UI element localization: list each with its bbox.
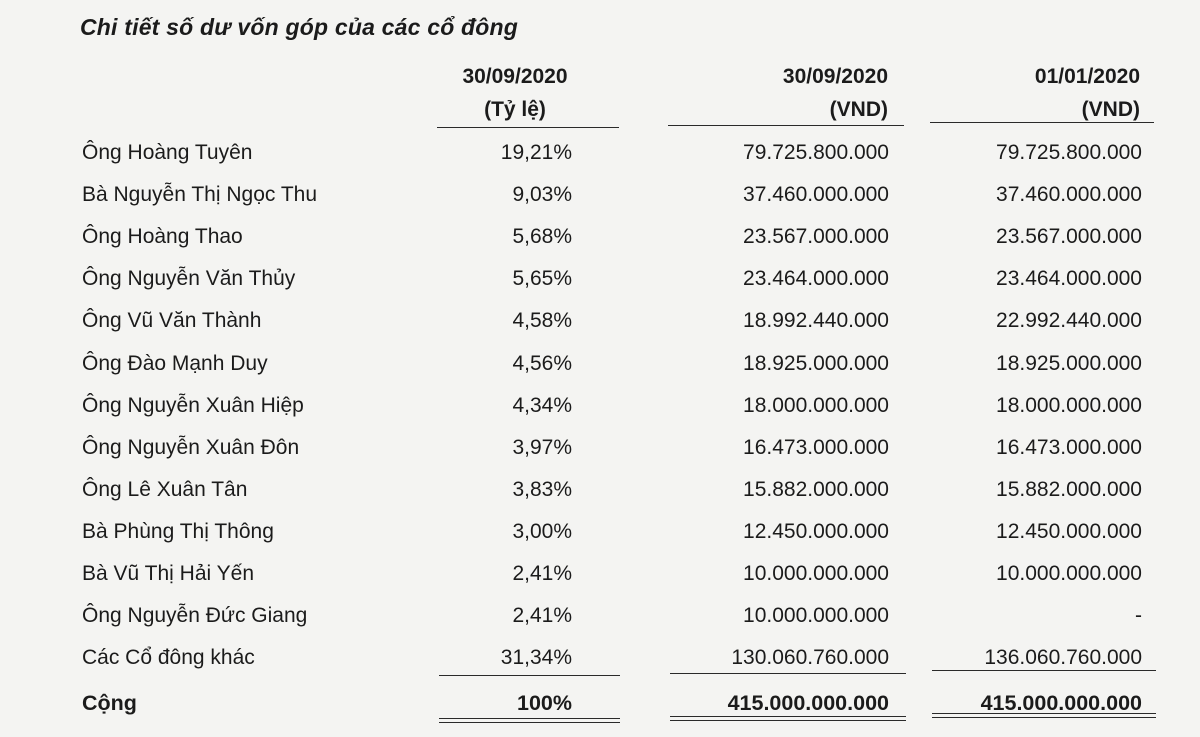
header-underline <box>930 122 1154 123</box>
share-ratio: 19,21% <box>500 141 572 164</box>
shareholder-name: Bà Vũ Thị Hải Yến <box>82 562 254 585</box>
header-unit: (VND) <box>829 98 888 121</box>
total-row <box>0 688 1200 730</box>
table-row <box>0 349 1200 391</box>
balance-2020-01-01: 15.882.000.000 <box>996 477 1142 501</box>
total-label: Cộng <box>82 691 137 715</box>
total-double-rule <box>932 713 1156 718</box>
balance-2020-09-30: 18.925.000.000 <box>743 351 889 375</box>
subtotal-rule <box>670 673 906 674</box>
header-underline <box>668 125 904 126</box>
shareholder-name: Ông Nguyễn Xuân Hiệp <box>82 393 304 417</box>
shareholder-name: Ông Đào Mạnh Duy <box>82 351 268 375</box>
balance-2020-01-01: 18.000.000.000 <box>996 393 1142 417</box>
shareholder-name: Ông Vũ Văn Thành <box>82 309 262 333</box>
shareholder-name: Ông Hoàng Tuyên <box>82 141 253 164</box>
shareholder-name: Ông Nguyễn Văn Thủy <box>82 267 296 291</box>
balance-2020-09-30: 23.567.000.000 <box>743 225 889 249</box>
balance-2020-01-01: 22.992.440.000 <box>996 309 1142 333</box>
balance-2020-09-30: 12.450.000.000 <box>743 519 889 543</box>
balance-2020-01-01: 10.000.000.000 <box>996 562 1142 585</box>
balance-2020-09-30: 16.473.000.000 <box>743 435 889 459</box>
balance-2020-09-30: 18.992.440.000 <box>743 309 889 333</box>
balance-2020-09-30: 79.725.800.000 <box>743 141 889 164</box>
balance-2020-01-01: 79.725.800.000 <box>996 141 1142 164</box>
total-pct: 100% <box>517 691 572 715</box>
table-row <box>0 306 1200 348</box>
subtotal-rule <box>439 675 620 676</box>
header-date: 30/09/2020 <box>462 65 568 88</box>
section-title: Chi tiết số dư vốn góp của các cổ đông <box>80 14 519 40</box>
total-value-2020-01-01: 415.000.000.000 <box>980 691 1142 715</box>
table-row <box>0 433 1200 475</box>
table-row <box>0 475 1200 517</box>
balance-2020-01-01: 23.567.000.000 <box>996 225 1142 249</box>
balance-2020-01-01: 23.464.000.000 <box>996 267 1142 291</box>
share-ratio: 31,34% <box>500 646 572 670</box>
header-date: 30/09/2020 <box>782 65 888 88</box>
header-ratio-2020-09-30 <box>440 60 590 126</box>
balance-2020-01-01: - <box>1135 604 1142 628</box>
balance-2020-09-30: 23.464.000.000 <box>743 267 889 291</box>
header-vnd-2020-01-01 <box>932 60 1140 126</box>
shareholder-name: Ông Nguyễn Xuân Đôn <box>82 435 300 459</box>
table-row <box>0 180 1200 222</box>
balance-2020-01-01: 18.925.000.000 <box>996 351 1142 375</box>
header-underline <box>437 127 619 128</box>
balance-2020-09-30: 10.000.000.000 <box>743 604 889 628</box>
table-row <box>0 264 1200 306</box>
balance-2020-09-30: 37.460.000.000 <box>743 183 889 207</box>
table-row <box>0 138 1200 180</box>
balance-2020-09-30: 10.000.000.000 <box>743 562 889 585</box>
table-row <box>0 559 1200 601</box>
share-ratio: 3,83% <box>512 477 572 501</box>
share-ratio: 2,41% <box>512 562 572 585</box>
share-ratio: 3,97% <box>512 435 572 459</box>
share-ratio: 4,56% <box>512 351 572 375</box>
shareholder-name: Ông Hoàng Thao <box>82 225 243 249</box>
header-vnd-2020-09-30 <box>670 60 888 126</box>
shareholder-name: Bà Nguyễn Thị Ngọc Thu <box>82 183 318 207</box>
share-ratio: 4,34% <box>512 393 572 417</box>
table-row <box>0 222 1200 264</box>
table-row <box>0 517 1200 559</box>
share-ratio: 9,03% <box>512 183 572 207</box>
table-row <box>0 601 1200 643</box>
table-row <box>0 643 1200 685</box>
balance-2020-09-30: 15.882.000.000 <box>743 477 889 501</box>
share-ratio: 5,65% <box>512 267 572 291</box>
balance-2020-09-30: 18.000.000.000 <box>743 393 889 417</box>
total-double-rule <box>670 716 906 721</box>
shareholder-name: Các Cổ đông khác <box>82 646 255 670</box>
balance-2020-09-30: 130.060.760.000 <box>731 646 889 670</box>
share-ratio: 3,00% <box>512 519 572 543</box>
total-value-2020-09-30: 415.000.000.000 <box>727 691 889 715</box>
shareholder-name: Ông Lê Xuân Tân <box>82 477 248 501</box>
share-ratio: 2,41% <box>512 604 572 628</box>
balance-2020-01-01: 16.473.000.000 <box>996 435 1142 459</box>
header-unit: (Tỷ lệ) <box>484 98 546 121</box>
shareholder-name: Ông Nguyễn Đức Giang <box>82 604 308 628</box>
shareholder-name: Bà Phùng Thị Thông <box>82 519 274 543</box>
header-date: 01/01/2020 <box>1034 65 1140 88</box>
balance-2020-01-01: 37.460.000.000 <box>996 183 1142 207</box>
balance-2020-01-01: 136.060.760.000 <box>984 646 1142 670</box>
balance-2020-01-01: 12.450.000.000 <box>996 519 1142 543</box>
subtotal-rule <box>932 670 1156 671</box>
share-ratio: 5,68% <box>512 225 572 249</box>
table-row <box>0 391 1200 433</box>
total-double-rule <box>439 718 620 723</box>
header-unit: (VND) <box>1081 98 1140 121</box>
share-ratio: 4,58% <box>512 309 572 333</box>
